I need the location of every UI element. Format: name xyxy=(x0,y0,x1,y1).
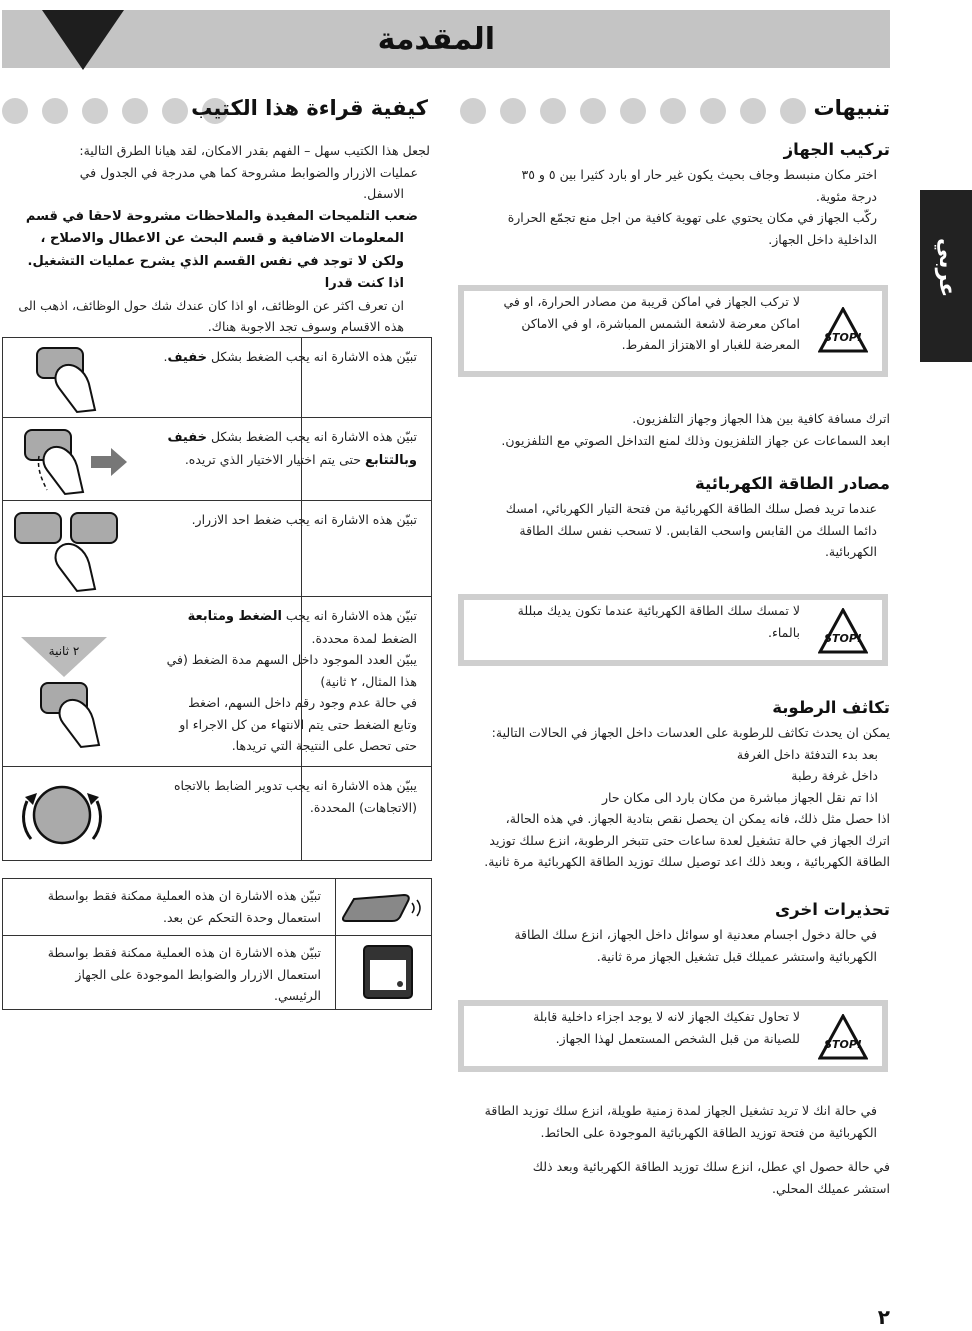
header-banner xyxy=(2,10,890,68)
svg-text:STOP!: STOP! xyxy=(824,1038,862,1051)
remote-control-icon xyxy=(342,893,428,923)
table-row xyxy=(3,500,431,597)
stop-icon xyxy=(818,1014,868,1060)
section-title-how-to-read: كيفية قراءة هذا الكتيب xyxy=(191,96,428,120)
warning-text-heat: لا تركب الجهاز في اماكن قريبة من مصادر الحرارة، او في اماكن معرضة لاشعة الشمس المباشرة، او في الاماكن المعرضة للغبار او الاهتزاز المفرط. xyxy=(503,294,800,352)
remote-only-text: تبيّن هذه الاشارة ان هذه العملية ممكنة فقط بواسطة استعمال وحدة التحكم عن بعد. xyxy=(47,888,321,925)
table-row xyxy=(3,935,431,1010)
table-row xyxy=(3,338,431,417)
subheading-condensation: تكاثف الرطوبة xyxy=(772,698,890,717)
press-hold-arrow-icon xyxy=(21,625,111,755)
page-title: المقدمة xyxy=(377,22,495,57)
warning-text-wet-hands: لا تمسك سلك الطاقة الكهربائية عندما تكون يديك مبللة بالماء. xyxy=(517,603,800,640)
press-one-button-text: تبيّن هذه الاشارة انه يجب ضغط احد الازرار. xyxy=(191,512,417,527)
finger-repeat-press-icon xyxy=(21,426,131,500)
table-row xyxy=(3,596,431,767)
stop-icon xyxy=(818,608,868,654)
language-tab xyxy=(920,190,972,362)
decorative-dots xyxy=(460,98,806,124)
table-row xyxy=(3,417,431,501)
press-and-hold-text: تبيّن هذه الاشارة انه يجب الضغط ومتابعة الضغط لمدة محددة. يبيّن العدد الموجود داخل السهم مدة الضغط (في هذا المثال، ٢ ثانية) في حالة عدم وجود رقم داخل السهم، اضغط وتابع الضغط حتى يتم الانتهاء من كل الاجراء او حتى تحصل على النتيجة التي تريدها. xyxy=(166,608,417,753)
long-unused-text: في حالة انك لا تريد تشغيل الجهاز لمدة زمنية طويلة، انزع سلك توزيد الطاقة الكهربائية من فتحة توزيد الطاقة الكهربائية الموجودة على الحائط. xyxy=(484,1103,877,1140)
subheading-other-warnings: تحذيرات اخرى xyxy=(775,900,890,919)
section-header-precautions xyxy=(460,98,890,124)
other-warnings-text: في حالة دخول اجسام معدنية او سوائل داخل الجهاز، انزع سلك الطاقة الكهربائية واستشر عميلك قبل تشغيل الجهاز مرة ثانية. xyxy=(514,927,877,964)
tv-distance-text: اترك مسافة كافية بين هذا الجهاز وجهاز التلفزيون. ابعد السماعات عن جهاز التلفزيون وذلك لمنع التداخل الصوتي مع التلفزيون. xyxy=(501,411,890,448)
press-repeatedly-text: تبيّن هذه الاشارة انه يجب الضغط بشكل خفيف وبالتتابع حتى يتم اختيار الاختيار الذي تريده. xyxy=(167,429,417,468)
language-tab-label: عربي xyxy=(934,238,959,298)
svg-text:٢ ثانية: ٢ ثانية xyxy=(48,644,80,658)
how-to-read-intro: لجعل هذا الكتيب سهل – الفهم بقدر الامكان، لقد هيانا الطرق التالية: عمليات الازرار والضوابط مشروحة كما هي مدرجة في الجدول في الاسفل. ضعب التلميحات المفيدة والملاحظات مشروحة لاحقا في قسم المعلومات الاضافية و قسم البحث عن الاعطال والاصلاح ، ولكن لا توجد في نفس القسم الذي يشرح عمليات التشغيل. اذا كنت قدرا ان تعرف اكثر عن الوظائف، او اذا كان عندك شك حول الوظائف، اذهب الى هذه الاقسام وسوف تجد الاجوبة هناك. xyxy=(18,143,430,334)
table-row xyxy=(3,766,431,861)
subheading-installation: تركيب الجهاز xyxy=(783,140,890,159)
section-title-precautions: تنبيهات xyxy=(813,96,890,120)
condensation-text: يمكن ان يحدث تكاثف للرطوبة على العدسات داخل الجهاز في الحالات التالية: بعد بدء التدفئة داخل الغرفة داخل غرفة رطبة اذا تم نقل الجهاز مباشرة من مكان بارد الى مكان حار اذا حصل مثل ذلك، فانه يمكن ان يحصل نقص بتادية الجهاز. في هذه الحالة، اترك الجهاز في حالة تشغيل لعدة ساعات حتى تتبخر الرطوبة، انزع سلك توزيد الطاقة الكهربائية ، وبعد ذلك اعد توصيل سلك توزيد الطاقة الكهربائية مرة ثانية. xyxy=(484,725,890,869)
warning-box-wet-hands xyxy=(458,594,888,666)
svg-text:STOP!: STOP! xyxy=(824,632,862,645)
warning-box-heat xyxy=(458,285,888,377)
installation-text: اختر مكان منبسط وجاف بحيث يكون غير حار او بارد كثيرا بين ٥ و ٣٥ درجة مئوية. ركّب الجهاز في مكان يحتوي على تهوية كافية من اجل منع تجمّع الحرارة الداخلية داخل الجهاز. xyxy=(507,167,877,247)
down-triangle-icon xyxy=(42,10,124,72)
remote-only-illustration xyxy=(335,879,432,935)
symbols-table xyxy=(2,337,432,861)
page-number: ٢ xyxy=(877,1305,890,1329)
subheading-power: مصادر الطاقة الكهربائية xyxy=(695,474,890,493)
svg-text:STOP!: STOP! xyxy=(824,331,862,344)
remote-main-unit-table xyxy=(2,878,432,1010)
warning-box-disassembly xyxy=(458,1000,888,1072)
malfunction-text: في حالة حصول اي عطل، انزع سلك توزيد الطاقة الكهربائية وبعد ذلك استشر عميلك المحلي. xyxy=(532,1159,890,1196)
main-unit-icon xyxy=(362,944,416,1002)
press-lightly-text: تبيّن هذه الاشارة انه يجب الضغط بشكل خفيف. xyxy=(163,349,417,365)
finger-press-icon xyxy=(33,344,113,414)
power-text: عندما تريد فصل سلك الطاقة الكهربائية من فتحة التيار الكهربائي، امسك دائما السلك من القابس واسحب القابس. لا تسحب نفس سلك الطاقة الكهربائية. xyxy=(505,501,877,559)
rotary-knob-icon xyxy=(17,775,107,855)
warning-text-disassembly: لا تحاول تفكيك الجهاز لانه لا يوجد اجزاء داخلية قابلة للصيانة من قبل الشخص المستعمل لهذا الجهاز. xyxy=(533,1009,800,1046)
turn-knob-text: يبيّن هذه الاشارة انه يجب تدوير الضابط بالاتجاه (الاتجاهات) المحددة. xyxy=(173,778,417,815)
section-header-how-to-read xyxy=(2,98,430,124)
stop-icon xyxy=(818,307,868,353)
main-unit-only-illustration xyxy=(335,936,432,1010)
main-unit-only-text: تبيّن هذه الاشارة ان هذه العملية ممكنة فقط بواسطة استعمال الازرار والضوابط الموجودة على الجهاز الرئيسي. xyxy=(47,945,321,1003)
two-buttons-press-icon xyxy=(13,509,123,593)
table-row xyxy=(3,879,431,935)
